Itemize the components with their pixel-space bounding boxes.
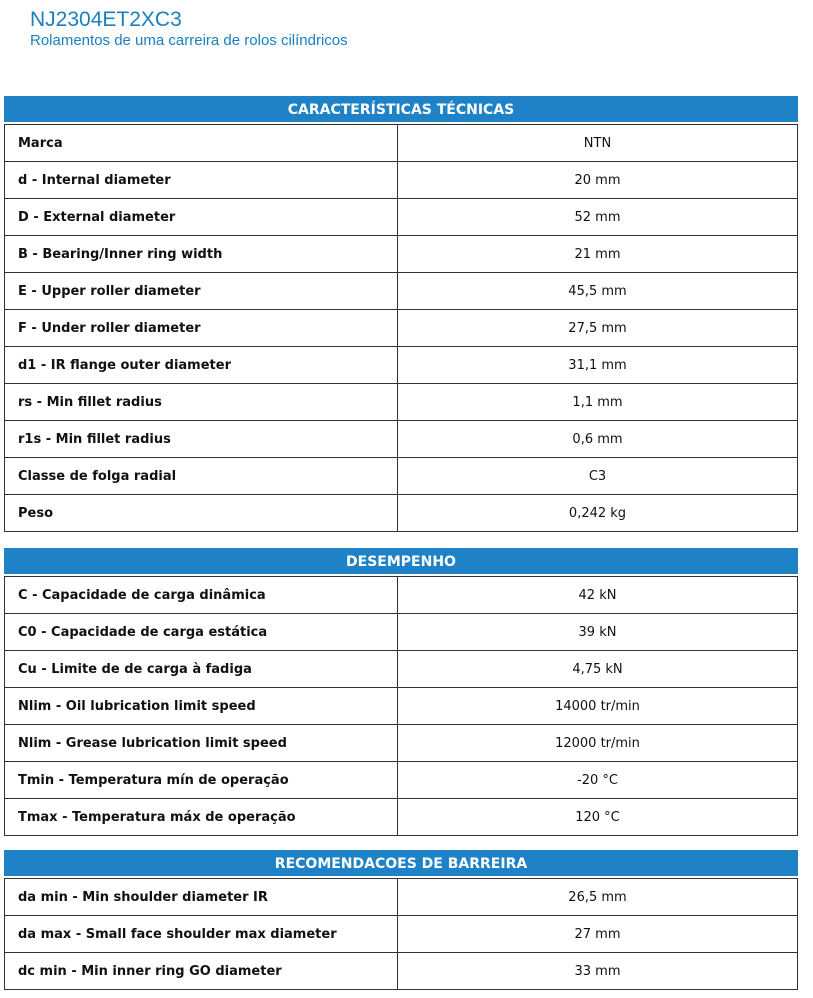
spec-value: 33 mm [398,953,798,990]
spec-value: 27,5 mm [398,310,798,347]
spec-value: 0,242 kg [398,495,798,532]
table-row [5,384,798,421]
spec-label: r1s - Min fillet radius [5,421,398,458]
spec-value: 42 kN [398,577,798,614]
spec-label: B - Bearing/Inner ring width [5,236,398,273]
spec-value: NTN [398,125,798,162]
spec-label: dc min - Min inner ring GO diameter [5,953,398,990]
spec-value: 26,5 mm [398,879,798,916]
spec-label: da min - Min shoulder diameter IR [5,879,398,916]
table-row [5,347,798,384]
spec-value: 45,5 mm [398,273,798,310]
table-row [5,762,798,799]
spec-value: -20 °C [398,762,798,799]
table-row [5,799,798,836]
spec-value: 27 mm [398,916,798,953]
section-header: DESEMPENHO [4,548,798,576]
spec-label: Peso [5,495,398,532]
table-row [5,199,798,236]
spec-label: Tmax - Temperatura máx de operação [5,799,398,836]
spec-value: 12000 tr/min [398,725,798,762]
spec-label: Classe de folga radial [5,458,398,495]
table-row [5,879,798,916]
table-row [5,614,798,651]
spec-label: Tmin - Temperatura mín de operação [5,762,398,799]
spec-label: Marca [5,125,398,162]
section-header: CARACTERÍSTICAS TÉCNICAS [4,96,798,124]
table-row [5,725,798,762]
product-subtitle: Rolamentos de uma carreira de rolos cilíndricos [30,32,348,49]
spec-label: Nlim - Oil lubrication limit speed [5,688,398,725]
spec-label: E - Upper roller diameter [5,273,398,310]
table-row [5,421,798,458]
spec-label: F - Under roller diameter [5,310,398,347]
table-row [5,125,798,162]
spec-value: 20 mm [398,162,798,199]
spec-label: Cu - Limite de de carga à fadiga [5,651,398,688]
spec-label: D - External diameter [5,199,398,236]
specs-table [4,878,798,990]
spec-value: 4,75 kN [398,651,798,688]
spec-value: C3 [398,458,798,495]
spec-value: 31,1 mm [398,347,798,384]
table-row [5,688,798,725]
spec-value: 14000 tr/min [398,688,798,725]
spec-value: 21 mm [398,236,798,273]
table-row [5,916,798,953]
section-technical-characteristics [4,96,798,532]
spec-value: 52 mm [398,199,798,236]
section-header: RECOMENDACOES DE BARREIRA [4,850,798,878]
spec-label: C0 - Capacidade de carga estática [5,614,398,651]
spec-value: 1,1 mm [398,384,798,421]
section-performance [4,548,798,836]
spec-value: 39 kN [398,614,798,651]
table-row [5,953,798,990]
spec-label: C - Capacidade de carga dinâmica [5,577,398,614]
section-mounting-recommendations [4,850,798,990]
spec-label: d1 - IR flange outer diameter [5,347,398,384]
table-row [5,495,798,532]
table-row [5,162,798,199]
spec-label: rs - Min fillet radius [5,384,398,421]
table-row [5,310,798,347]
spec-label: d - Internal diameter [5,162,398,199]
specs-table [4,124,798,532]
spec-value: 120 °C [398,799,798,836]
spec-label: da max - Small face shoulder max diameter [5,916,398,953]
spec-value: 0,6 mm [398,421,798,458]
product-code-title: NJ2304ET2XC3 [30,8,182,31]
table-row [5,273,798,310]
spec-label: Nlim - Grease lubrication limit speed [5,725,398,762]
table-row [5,651,798,688]
table-row [5,458,798,495]
table-row [5,577,798,614]
table-row [5,236,798,273]
specs-table [4,576,798,836]
